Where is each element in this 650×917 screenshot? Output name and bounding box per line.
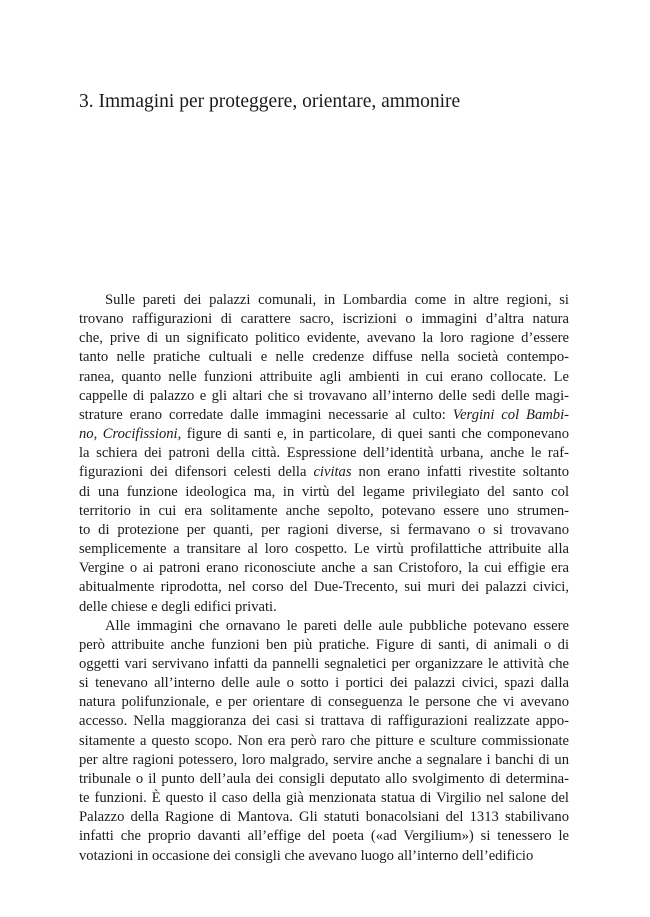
text-line xyxy=(79,693,569,712)
text-line xyxy=(79,502,569,521)
text-line xyxy=(79,387,569,406)
text-line-content: no, Crocifissioni, figure di santi e, in particolare, di quei santi che componevano xyxy=(79,426,569,443)
text-line xyxy=(79,559,569,578)
text-line xyxy=(79,329,569,348)
text-line xyxy=(79,732,569,751)
text-line-content: to di protezione per quanti, per ragioni diverse, si fermavano o si trovavano xyxy=(79,521,569,538)
text-line-content: che, prive di un significato politico evidente, avevano la loro ragione d’essere xyxy=(79,330,569,347)
text-line xyxy=(79,636,569,655)
text-line xyxy=(79,368,569,387)
paragraph xyxy=(79,291,569,617)
text-line xyxy=(79,444,569,463)
body-text xyxy=(79,291,569,866)
text-line xyxy=(79,425,569,444)
text-line-content: strature erano corredate dalle immagini necessarie al culto: Vergini col Bambi- xyxy=(79,406,570,423)
text-line xyxy=(79,310,569,329)
text-line xyxy=(79,808,569,827)
text-line-content: te funzioni. È questo il caso della già menzionata statua di Virgilio nel salone del xyxy=(79,790,569,807)
text-line-content: natura polifunzionale, e per orientare di conseguenza le persone che vi avevano xyxy=(79,694,569,711)
text-line-content: abitualmente riprodotta, nel corso del Due-Trecento, sui muri dei palazzi civici, xyxy=(79,579,569,596)
text-line-content: Palazzo della Ragione di Mantova. Gli statuti bonacolsiani del 1313 stabilivano xyxy=(79,809,569,826)
text-line xyxy=(79,617,569,636)
text-line-content: si tenevano all’interno delle aule o sotto i portici dei palazzi civici, spazi dalla xyxy=(79,675,569,692)
text-line xyxy=(79,291,569,310)
text-line xyxy=(79,348,569,367)
text-line xyxy=(79,847,569,866)
text-line-content: figurazioni dei difensori celesti della civitas non erano infatti rivestite soltanto xyxy=(79,464,569,481)
text-line-content: di una funzione ideologica ma, in virtù del legame privilegiato del santo col xyxy=(79,483,569,500)
text-line-content: semplicemente a transitare al loro cospetto. Le virtù profilattiche attribuite alla xyxy=(79,541,569,558)
text-line xyxy=(79,406,569,425)
text-line-content: ranea, quanto nelle funzioni attribuite agli ambienti in cui erano collocate. Le xyxy=(79,368,569,385)
text-line xyxy=(79,483,569,502)
text-line-content: Sulle pareti dei palazzi comunali, in Lombardia come in altre regioni, si xyxy=(105,292,569,308)
text-line-content: Vergine o ai patroni erano riconosciute anche a san Cristoforo, la cui effigie era xyxy=(79,560,569,577)
text-line-content: però attribuite anche funzioni ben più pratiche. Figure di santi, di animali o di xyxy=(79,636,569,653)
text-line xyxy=(79,751,569,770)
text-line xyxy=(79,674,569,693)
chapter-heading: 3. Immagini per proteggere, orientare, ammonire xyxy=(79,91,461,112)
text-line-content: la schiera dei patroni della città. Espressione dell’identità urbana, anche le raf- xyxy=(79,445,569,462)
text-line xyxy=(79,827,569,846)
text-line-content: oggetti vari servivano infatti da pannelli segnaletici per organizzare le attività che xyxy=(79,655,569,672)
text-line-content: infatti che proprio davanti all’effige del poeta («ad Vergilium») si tenessero le xyxy=(79,828,569,845)
text-line-content: cappelle di palazzo e gli altari che si trovavano all’interno delle sedi delle magi- xyxy=(79,387,569,404)
text-line-content: delle chiese e degli edifici privati. xyxy=(79,598,277,615)
text-line-content: Alle immagini che ornavano le pareti delle aule pubbliche potevano essere xyxy=(105,617,569,634)
paragraph xyxy=(79,617,569,866)
text-line-content: per altre ragioni potessero, loro malgrado, servire anche a segnalare i banchi di un xyxy=(79,751,569,768)
text-line-content: tribunale o il punto dell’aula dei consigli deputato allo svolgimento di determina- xyxy=(79,770,569,787)
text-line-content: votazioni in occasione dei consigli che avevano luogo all’interno dell’edificio xyxy=(79,847,534,864)
text-line xyxy=(79,578,569,597)
text-line xyxy=(79,770,569,789)
text-line-content: accesso. Nella maggioranza dei casi si trattava di raffigurazioni realizzate appo- xyxy=(79,713,569,730)
text-line xyxy=(79,540,569,559)
text-line xyxy=(79,521,569,540)
text-line xyxy=(79,789,569,808)
text-line xyxy=(79,598,569,617)
text-line xyxy=(79,712,569,731)
text-line-content: tanto nelle pratiche cultuali e nelle credenze diffuse nella società contempo- xyxy=(79,349,569,366)
text-line xyxy=(79,655,569,674)
text-line-content: territorio in cui era solitamente anche sepolto, potevano essere uno strumen- xyxy=(79,502,569,519)
text-line-content: sitamente a questo scopo. Non era però raro che pitture e sculture commissionate xyxy=(79,732,569,749)
text-line-content: trovano raffigurazioni di carattere sacro, iscrizioni o immagini d’altra natura xyxy=(79,311,569,328)
text-line xyxy=(79,463,569,482)
